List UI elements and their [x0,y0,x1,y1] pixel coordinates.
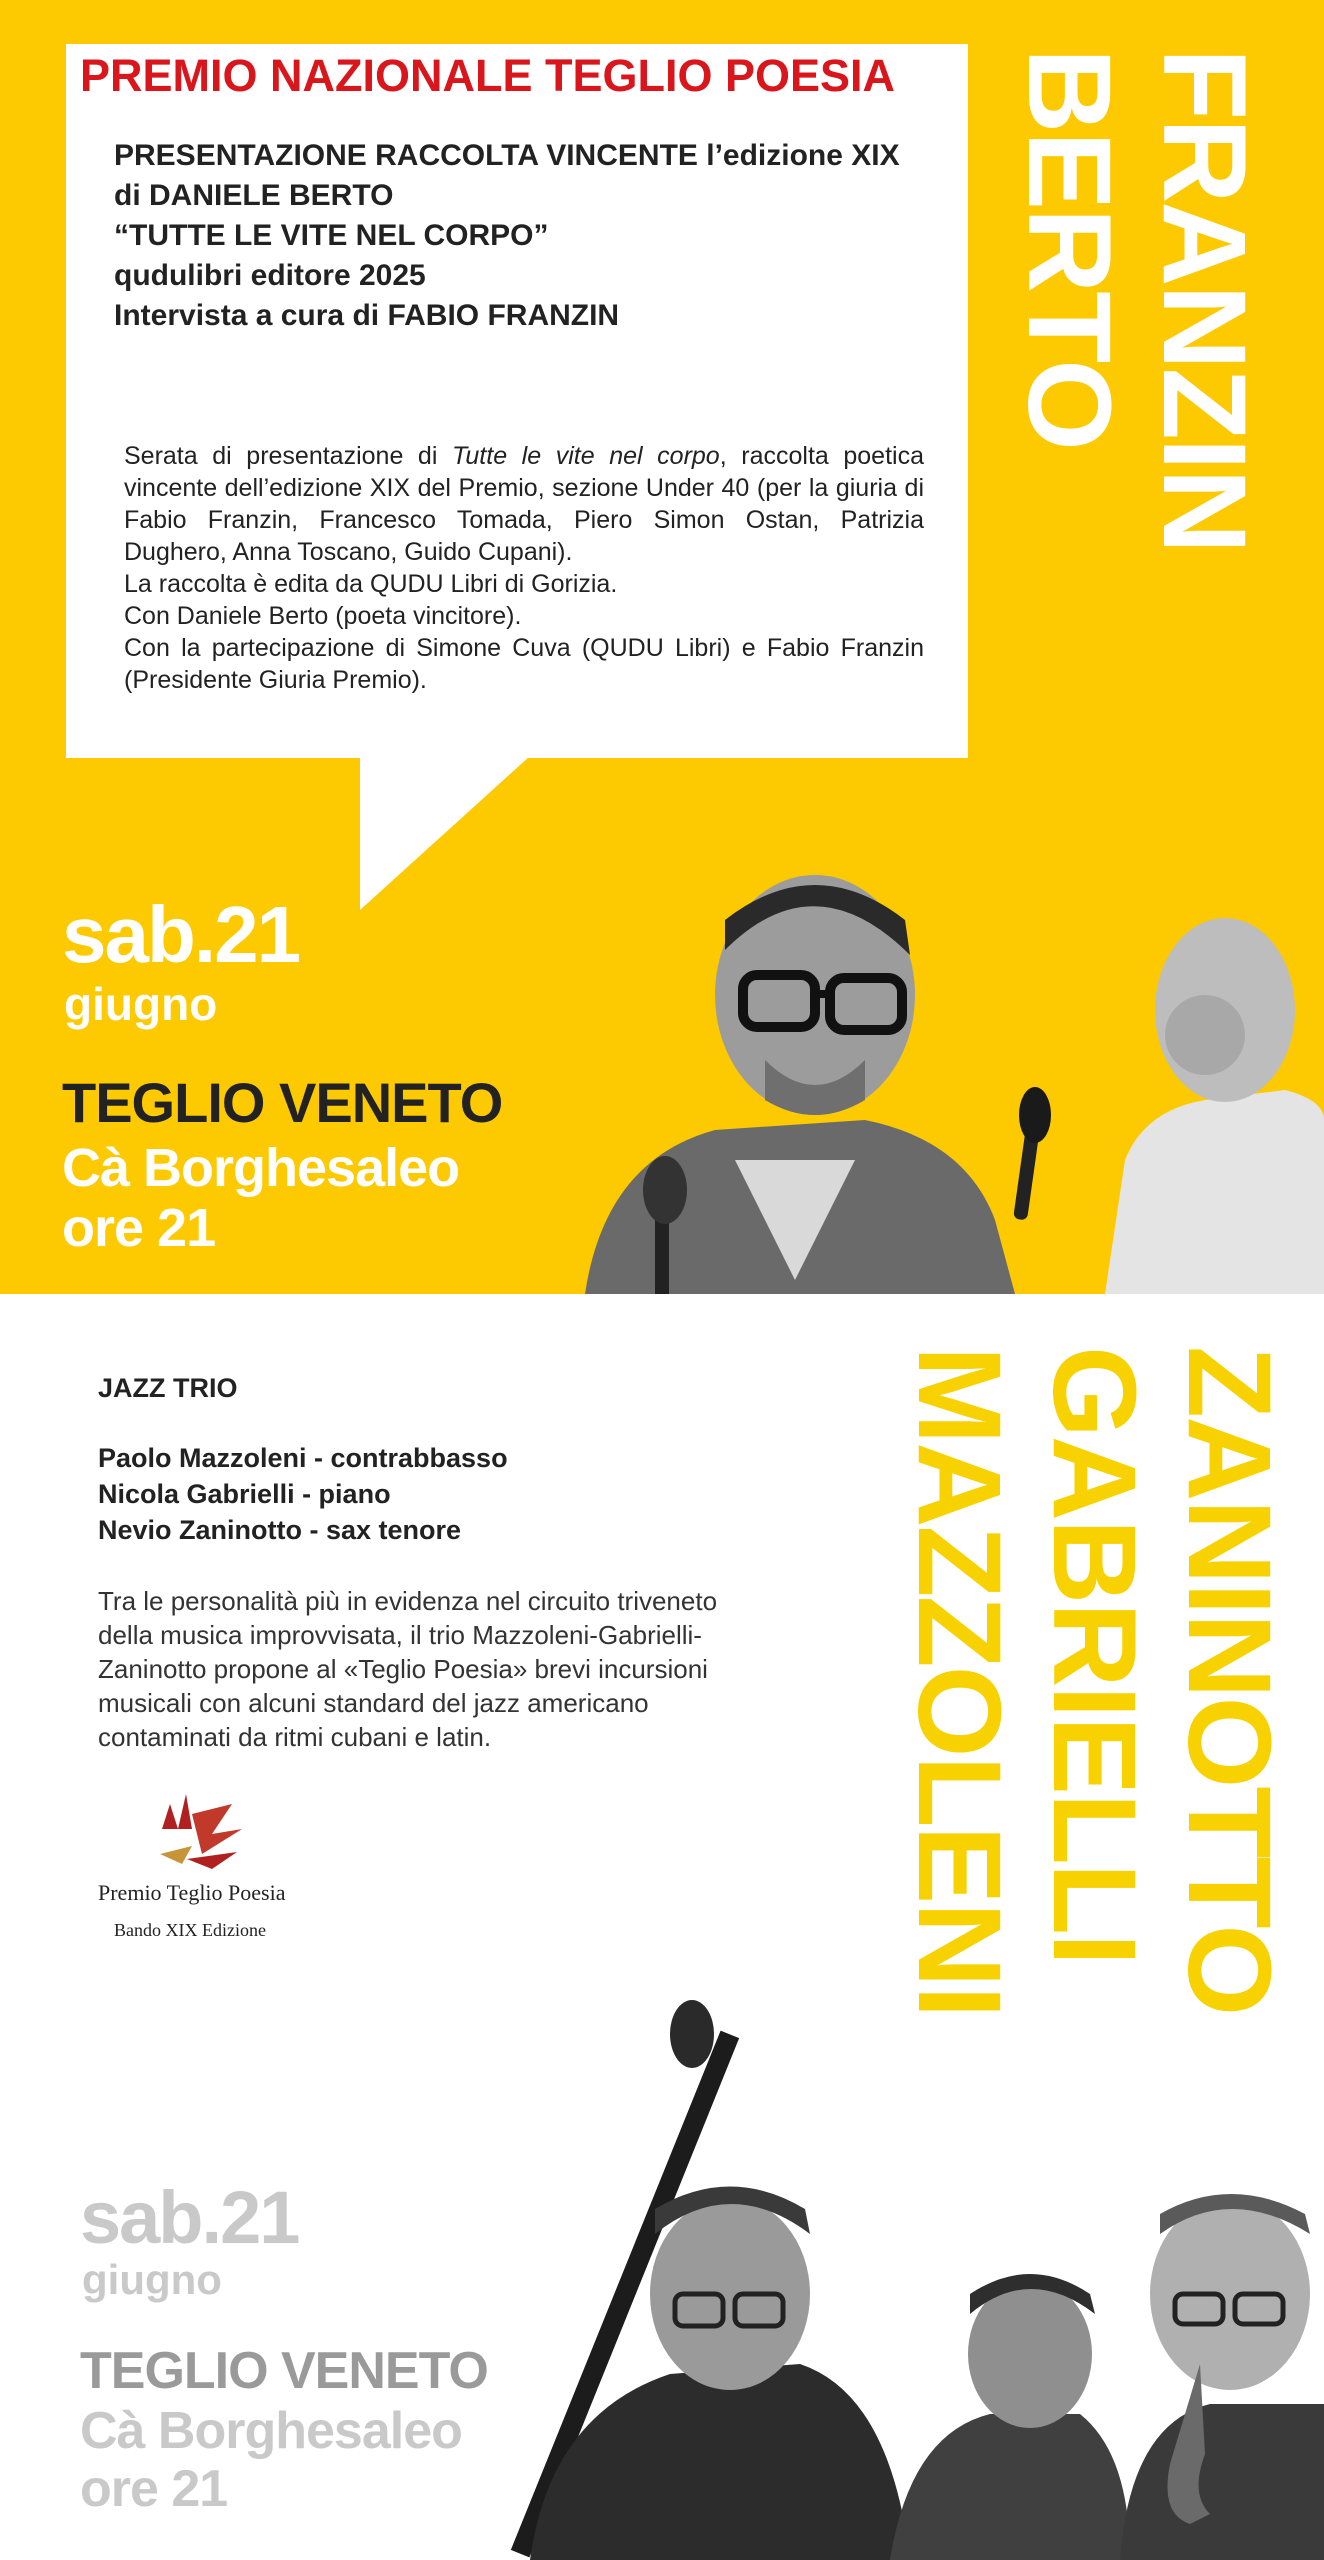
event-month: giugno [82,2256,222,2303]
event-line: di DANIELE BERTO [114,179,394,212]
trio-illustration [470,1994,1324,2560]
event-title: PREMIO NAZIONALE TEGLIO POESIA [80,50,896,101]
speech-bubble [66,44,968,758]
speakers-photo [565,860,1324,1294]
speakers-illustration [565,860,1324,1294]
event-line: “TUTTE LE VITE NEL CORPO” [114,219,549,252]
jazz-trio-photo [470,1994,1324,2560]
event-line: qudulibri editore 2025 [114,259,426,292]
speech-bubble-tail [360,756,530,910]
description-text: Con la partecipazione di Simone Cuva (QUDU Libri) e Fabio Franzin (Presidente Giuria Premio). [124,634,924,694]
description-text: , raccolta poetica vincente dell’edizione XIX del Premio, sezione Under 40 (per la giuria di Fabio Franzin, Francesco Tomada, Piero Simon Ostan, Patrizia Dughero, Anna Toscano, Guido Cupani). [124,442,924,566]
vertical-name-gabrielli: GABRIELLI [1028,1346,1160,1964]
event-subtitle-block [114,136,934,336]
description-text: La raccolta è edita da QUDU Libri di Gorizia. [124,570,618,598]
vertical-name-berto: BERTO [1003,48,1135,449]
event-description [124,440,924,696]
event-venue: Cà Borghesaleo [62,1138,460,1198]
event-venue: Cà Borghesaleo [80,2402,462,2460]
logo-subtitle: Bando XIX Edizione [114,1920,266,1940]
book-title: Tutte le vite nel corpo [451,442,720,470]
member-item: Paolo Mazzoleni - contrabbasso [98,1443,508,1473]
event-date: sab.21 [80,2176,299,2259]
event-month: giugno [64,978,218,1030]
event-town: TEGLIO VENETO [80,2342,488,2400]
description-text: Con Daniele Berto (poeta vincitore). [124,602,522,630]
member-item: Nevio Zaninotto - sax tenore [98,1515,462,1545]
event-line: PRESENTAZIONE RACCOLTA VINCENTE l’edizione XIX [114,139,900,172]
event-date: sab.21 [62,890,300,979]
jazz-trio-panel [0,1294,1324,2560]
vertical-name-zaninotto: ZANINOTTO [1163,1346,1295,2015]
event-time: ore 21 [80,2460,228,2518]
event-time: ore 21 [62,1198,216,1258]
jazz-description: Tra le personalità più in evidenza nel circuito triveneto della musica improvvisata, il trio Mazzoleni-Gabrielli-Zaninotto propone al «Teglio Poesia» brevi incursioni musicali con alcuni standard del jazz americano contaminati da ritmi cubani e latin. [98,1586,718,1752]
member-item: Nicola Gabrielli - piano [98,1479,391,1509]
logo-title: Premio Teglio Poesia [98,1880,286,1905]
description-text: Serata di presentazione di [124,442,452,470]
vertical-name-mazzoleni: MAZZOLENI [893,1346,1025,2017]
jazz-heading: JAZZ TRIO [98,1373,238,1403]
event-town: TEGLIO VENETO [62,1071,503,1134]
vertical-name-franzin: FRANZIN [1138,48,1270,552]
event-line: Intervista a cura di FABIO FRANZIN [114,299,620,332]
logo-mark-icon [152,1784,252,1874]
premio-logo [98,1784,328,1974]
